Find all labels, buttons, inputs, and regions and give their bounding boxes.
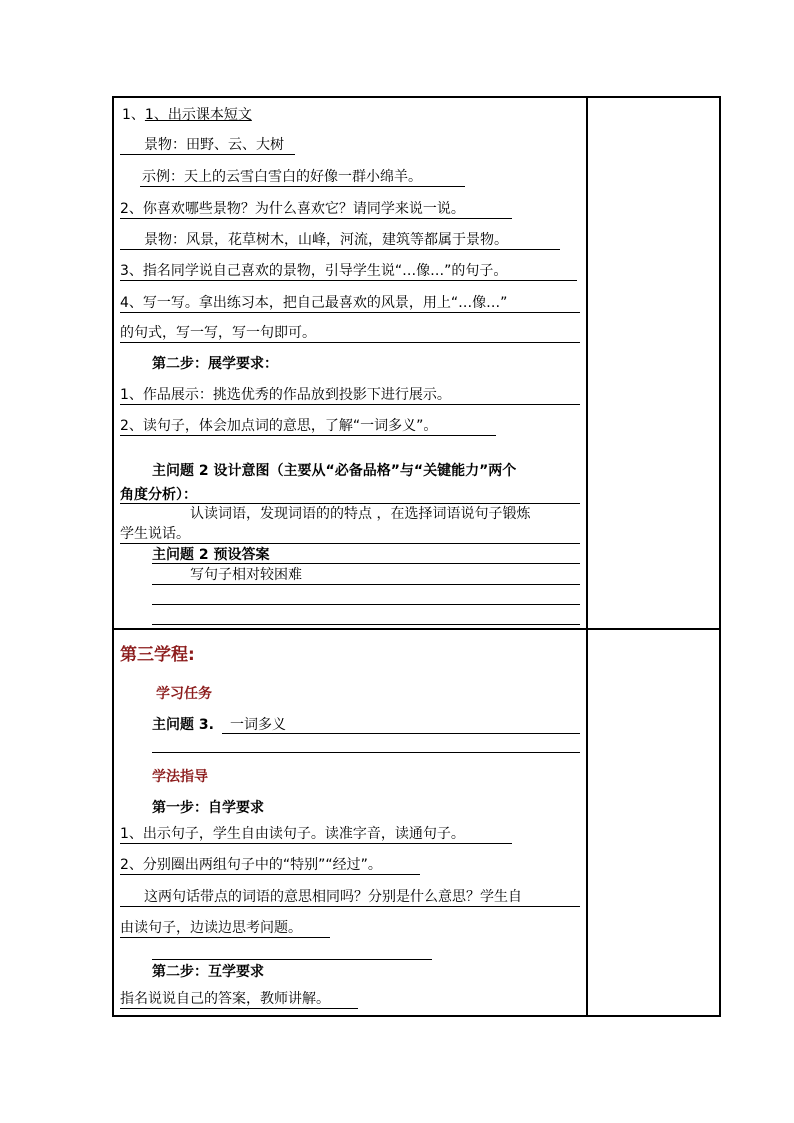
- self-study-item-1-underline: [120, 843, 512, 844]
- line-2: 景物：田野、云、大树: [144, 137, 284, 153]
- answer-text: 写句子相对较困难: [190, 567, 302, 583]
- line-5: 景物：风景，花草树木，山峰，河流，建筑等都属于景物。: [144, 232, 508, 248]
- table-border-left: [112, 96, 114, 1017]
- step2-title: 第二步：展学要求：: [152, 356, 278, 372]
- step2-item-2: 2、读句子，体会加点词的意思，了解“一词多义”。: [120, 418, 438, 434]
- line-4: 2、你喜欢哪些景物？为什么喜欢它？请同学来说一说。: [120, 201, 465, 217]
- self-study-item-2: 2、分别圈出两组句子中的“特别”“经过”。: [120, 857, 382, 873]
- main-question-label: 主问题 3.: [152, 717, 214, 733]
- table-border-right: [719, 96, 721, 1017]
- line-6: 3、指名同学说自己喜欢的景物，引导学生说“…像…”的句子。: [120, 263, 508, 279]
- line-4-underline: [120, 218, 512, 219]
- design-text-line-2: 学生说话。: [120, 526, 190, 542]
- step2-item-1: 1、作品展示：挑选优秀的作品放到投影下进行展示。: [120, 387, 451, 403]
- step2-item-2-underline: [120, 435, 496, 436]
- line-8: 的句式，写一写，写一句即可。: [120, 325, 316, 341]
- design-text-line-1: 认读词语，发现词语的的特点 ，在选择词语说句子锻炼: [190, 506, 531, 522]
- main-question-underline: [222, 733, 580, 734]
- self-study-title: 第一步：自学要求: [152, 800, 264, 816]
- design-text-topline: [120, 503, 580, 504]
- task-title: 学习任务: [156, 686, 212, 702]
- section-three-heading: 第三学程:: [120, 645, 195, 665]
- method-title: 学法指导: [152, 769, 208, 785]
- peer-study-title: 第二步：互学要求: [152, 964, 264, 980]
- answer-title: 主问题 2 预设答案: [152, 547, 270, 563]
- table-border-bottom: [112, 1015, 721, 1017]
- self-study-item-2-underline: [120, 874, 420, 875]
- paragraph-line-2: 由读句子，边读边思考问题。: [120, 920, 302, 936]
- design-title-line-1: 主问题 2 设计意图（主要从“必备品格”与“关键能力”两个: [152, 463, 517, 479]
- paragraph-line-1: 这两句话带点的词语的意思相同吗？分别是什么意思？学生自: [144, 889, 522, 905]
- notes-cell-bottom: [588, 630, 719, 1015]
- peer-study-text-underline: [120, 1008, 358, 1009]
- notes-cell-top: [588, 98, 719, 628]
- paragraph-line-2-underline: [120, 937, 330, 938]
- answer-topline: [152, 563, 580, 564]
- line-2-underline: [120, 154, 295, 155]
- line-3: 示例：天上的云雪白雪白的好像一群小绵羊。: [142, 169, 422, 185]
- paragraph-line-1-underline: [120, 906, 580, 907]
- line-6-underline: [120, 280, 577, 281]
- main-question-text: 一词多义: [230, 717, 286, 733]
- main-question-line-2: [152, 752, 580, 753]
- answer-line-3: [152, 624, 580, 625]
- design-text-underline: [120, 543, 580, 544]
- peer-study-text: 指名说说自己的答案，教师讲解。: [120, 991, 330, 1007]
- line-7: 4、写一写。拿出练习本，把自己最喜欢的风景，用上“…像…”: [120, 295, 508, 311]
- blank-line: [152, 959, 432, 960]
- line-7-underline: [120, 312, 580, 313]
- line-1-text: 1、出示课本短文: [144, 107, 252, 123]
- lesson-plan-table: [112, 96, 721, 1017]
- line-8-underline: [120, 342, 580, 343]
- line-1: 1、1、出示课本短文: [122, 107, 252, 123]
- step2-item-1-underline: [120, 404, 580, 405]
- answer-line-1: [152, 584, 580, 585]
- line-5-underline: [120, 249, 560, 250]
- self-study-item-1: 1、出示句子，学生自由读句子。读准字音，读通句子。: [120, 826, 465, 842]
- design-title-line-2: 角度分析）：: [120, 487, 197, 503]
- line-3-underline: [140, 186, 465, 187]
- answer-line-2: [152, 604, 580, 605]
